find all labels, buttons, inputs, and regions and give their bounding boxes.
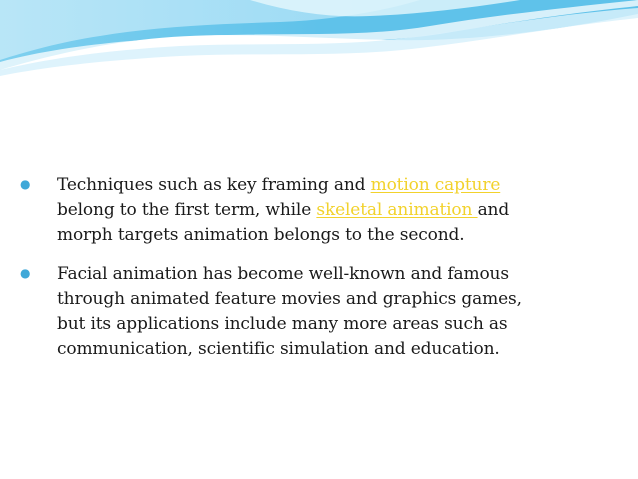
bullet-icon: ●	[20, 266, 31, 280]
text-segment: Facial animation has become well-known and famous	[57, 264, 509, 284]
bullet-line	[57, 198, 620, 223]
text-segment: belong to the first term, while	[57, 200, 317, 220]
bullet-line	[57, 223, 620, 248]
text-segment: morph targets animation belongs to the second.	[57, 225, 465, 245]
bullet-line	[57, 173, 620, 198]
bullet-item	[20, 262, 620, 362]
text-segment: but its applications include many more areas such as	[57, 314, 508, 334]
text-segment: and	[477, 200, 510, 220]
bullet-line	[57, 287, 620, 312]
bullet-line	[57, 337, 620, 362]
bullet-line	[57, 262, 620, 287]
text-segment: Techniques such as key framing and	[57, 175, 371, 195]
motion-capture-link[interactable]: motion capture	[370, 175, 501, 195]
decorative-wave-banner	[0, 0, 638, 80]
bullet-list	[20, 173, 620, 376]
bullet-icon: ●	[20, 177, 31, 191]
bullet-line	[57, 312, 620, 337]
text-segment: through animated feature movies and graphics games,	[57, 289, 522, 309]
bullet-item	[20, 173, 620, 248]
skeletal-animation-link[interactable]: skeletal animation	[316, 200, 478, 220]
text-segment: communication, scientific simulation and education.	[57, 339, 500, 359]
